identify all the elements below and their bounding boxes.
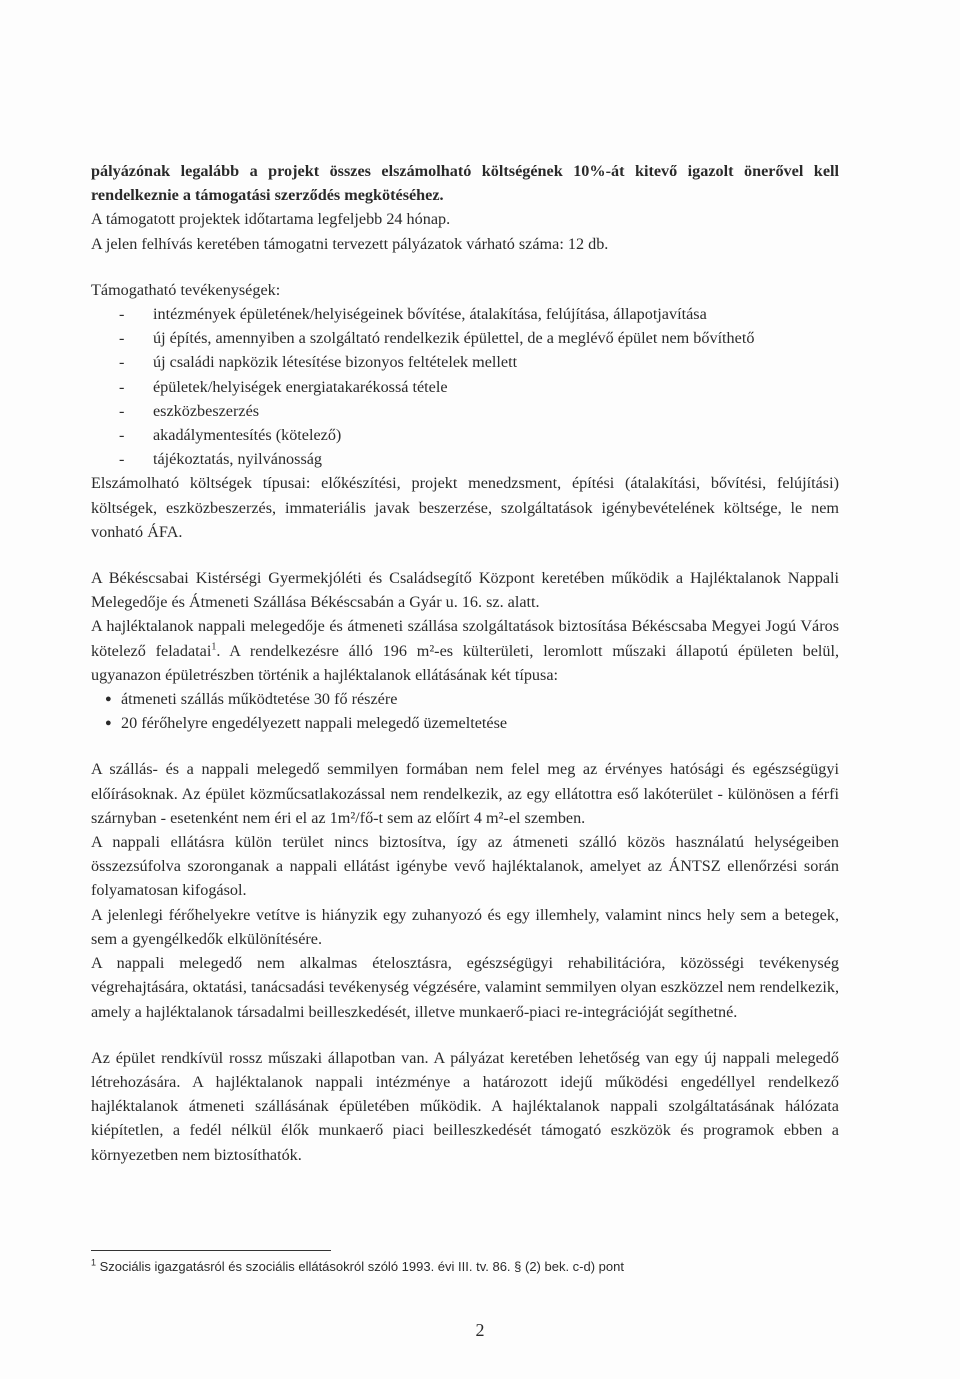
footnote-marker: 1: [91, 1257, 97, 1268]
list-item: ● átmeneti szállás működtetése 30 fő részére: [105, 687, 839, 711]
obligations-paragraph: [91, 614, 839, 687]
space-paragraph: A nappali ellátásra külön terület nincs biztosítva, így az átmeneti szálló közös használatú helységeiben összezsúfolva szoronganak a nappali ellátást igénybe vevő hajléktalanok, amelyet az ÁNTSZ ellenőrzési során folyamatosan kifogásol.: [91, 833, 839, 900]
activities-list: [91, 302, 839, 471]
document-body: [91, 159, 839, 1167]
list-item: - épületek/helyiségek energiatakarékossá tétele: [119, 375, 839, 399]
activities-heading: Támogatható tevékenységek:: [91, 280, 281, 299]
list-item: - intézmények épületének/helyiségeinek bővítése, átalakítása, felújítása, állapotjavítása: [119, 302, 839, 326]
list-item: - új építés, amennyiben a szolgáltató rendelkezik épülettel, de a meglévő épület nem bővíthető: [119, 326, 839, 350]
page-number: 2: [475, 1320, 485, 1340]
services-gap-paragraph: A nappali melegedő nem alkalmas ételosztásra, egészségügyi rehabilitációra, közösségi tevékenység végrehajtására, oktatási, tanácsadási tevékenység végzésére, valamint semmilyen olyan eszközzel nem rendelkezik, amely a hajléktalanok társadalmi beilleszkedését, illetve munkaerő-piaci re-integrációját segíthetné.: [91, 954, 839, 1021]
list-item: - akadálymentesítés (kötelező): [119, 423, 839, 447]
list-item: ● 20 férőhelyre engedélyezett nappali melegedő üzemeltetése: [105, 711, 839, 735]
list-item: - tájékoztatás, nyilvánosság: [119, 447, 839, 471]
obligations-text-after: . A rendelkezésre álló 196 m²-es külterületi, leromlott műszaki állapotú épületen belül, ugyanazon épületrészben történik a hajléktalanok ellátásának két típusa:: [91, 641, 840, 684]
list-item: - eszközbeszerzés: [119, 399, 839, 423]
building-condition-paragraph: Az épület rendkívül rossz műszaki állapotban van. A pályázat keretében lehetőség van egy új nappali melegedő létrehozására. A hajléktalanok nappali intézménye a határozott idejű működési engedéllyel rendelkező hajléktalanok átmeneti szállásának épületében működik. A hajléktalanok nappali szolgáltatásának hálózata kiépítetlen, a fedél nélkül élők munkaerő piaci beilleszkedését támogató eszközök és programok ebben a környezetben nem biztosíthatók.: [91, 1048, 839, 1164]
project-duration-line: A támogatott projektek időtartama legfeljebb 24 hónap.: [91, 210, 451, 229]
footnote-text: Szociális igazgatásról és szociális ellátásokról szóló 1993. évi III. tv. 86. § (2) bek. c-d) pont: [99, 1259, 624, 1274]
compliance-paragraph: A szállás- és a nappali melegedő semmilyen formában nem felel meg az érvényes hatósági és egészségügyi előírásoknak. Az épület közműcsatlakozással nem rendelkezik, az egy ellátottra eső lakóterület - különösen a férfi szárnyban - esetenként nem éri el az 1m²/fő-t sem az előírt 4 m²-el szemben.: [91, 760, 839, 827]
footnote-divider: [91, 1250, 331, 1251]
obligations-text-before: A hajléktalanok nappali melegedője és átmeneti szállása szolgáltatások biztosítása Békéscsaba Megyei Jogú Város kötelező feladatai: [91, 617, 839, 660]
eligible-costs-paragraph: Elszámolható költségek típusai: előkészítési, projekt menedzsment, építési (átalakítási, bővítési, felújítási) költségek, eszközbeszerzés, immateriális javak beszerzése, szolgáltatások igénybevételének költsége, le nem vonható ÁFA.: [91, 474, 839, 541]
facilities-paragraph: A jelenlegi férőhelyekre vetítve is hiányzik egy zuhanyozó és egy illemhely, valamint nincs hely sem a betegek, sem a gyengélkedők elkülönítésére.: [91, 905, 839, 948]
expected-applications-line: A jelen felhívás keretében támogatni tervezett pályázatok várható száma: 12 db.: [91, 234, 609, 253]
center-description-paragraph: A Békéscsabai Kistérségi Gyermekjóléti és Családsegítő Központ keretében működik a Hajléktalanok Nappali Melegedője és Átmeneti Szállása Békéscsabán a Gyár u. 16. sz. alatt.: [91, 569, 839, 612]
service-types-list: [91, 687, 839, 735]
footnote-reference: 1: [211, 641, 217, 653]
list-item: - új családi napközik létesítése bizonyos feltételek mellett: [119, 350, 839, 374]
footnote: [91, 1258, 624, 1276]
intro-bold-paragraph: pályázónak legalább a projekt összes elszámolható költségének 10%-át kitevő igazolt önerővel kell rendelkeznie a támogatási szerződés megkötéséhez.: [91, 162, 839, 205]
